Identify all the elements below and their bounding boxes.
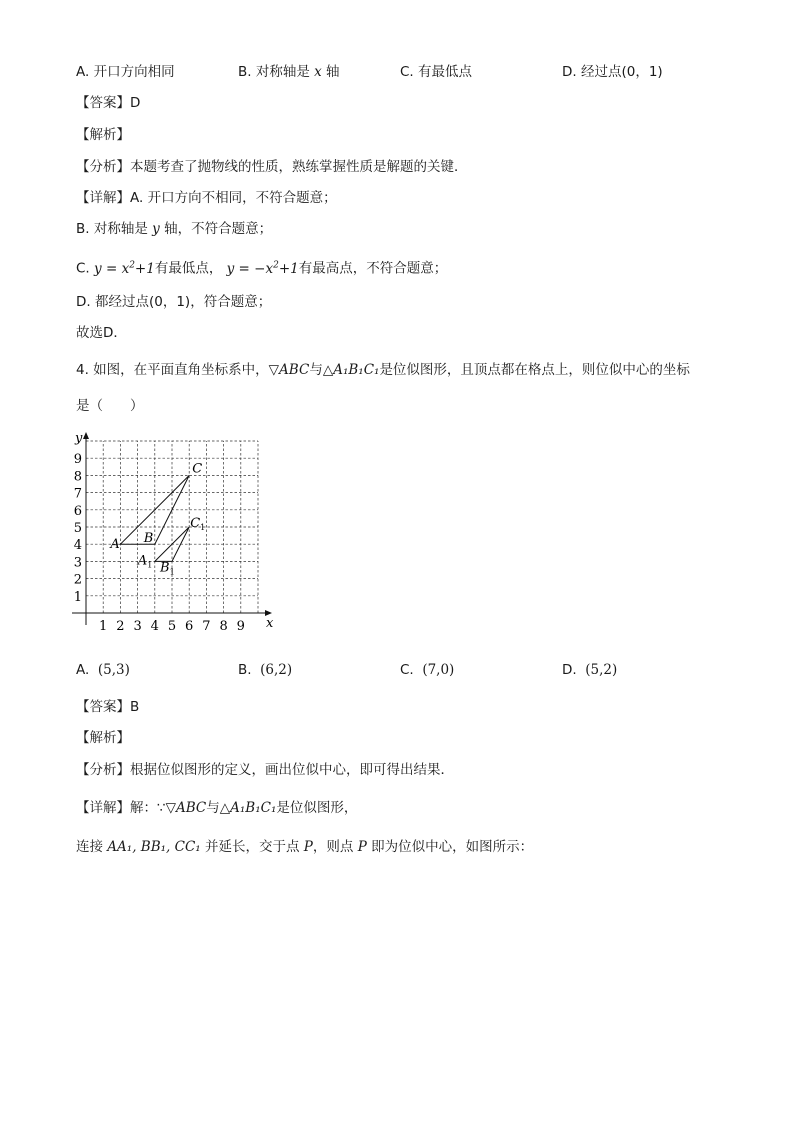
q3-fenxi: 【分析】本题考查了抛物线的性质，熟练掌握性质是解题的关键．	[76, 159, 468, 175]
point-label-c1: $C_1$	[190, 516, 206, 532]
coordinate-grid-figure	[70, 428, 285, 633]
y-tick-label: 4	[73, 538, 82, 554]
q4-fenxi: 【分析】根据位似图形的定义，画出位似中心，即可得出结果．	[76, 762, 454, 778]
y-tick-label: 9	[73, 452, 82, 468]
equation-2: $y = -x^2+1$	[226, 260, 299, 277]
y-tick-label: 8	[73, 469, 82, 485]
point-label-a: A	[110, 537, 120, 553]
q3-option-c: C. 有最低点	[400, 64, 473, 80]
q3-xiangjie-d: D. 都经过点(0，1)，符合题意；	[76, 294, 272, 310]
q3-xiangjie-a: 【详解】A. 开口方向不相同，不符合题意；	[76, 190, 337, 206]
x-axis-label: x	[266, 616, 274, 631]
q4-connect: 连接 AA₁, BB₁, CC₁ 并延长，交于点 P，则点 P 即为位似中心，如图所示：	[76, 839, 534, 855]
q4-stem-line2: 是（ ）	[76, 398, 144, 414]
q4-answer: 【答案】B	[76, 699, 140, 715]
q3-conclusion: 故选D．	[76, 325, 127, 341]
y-tick-label: 3	[73, 555, 82, 571]
axes	[72, 431, 274, 631]
q4-option-d: D. (5,2)	[562, 662, 618, 678]
point-label-b: B	[143, 531, 154, 547]
x-tick-label: 4	[150, 619, 159, 633]
q4-analysis-label: 【解析】	[76, 730, 130, 746]
equation-1: $y = x^2+1$	[94, 260, 155, 277]
x-tick-label: 1	[99, 619, 108, 633]
x-tick-label: 6	[185, 619, 194, 633]
q3-option-d: D. 经过点(0，1)	[562, 64, 663, 80]
x-tick-label: 7	[202, 619, 211, 633]
q3-option-a: A. 开口方向相同	[76, 64, 175, 80]
point-label-a1: $A_1$	[137, 553, 153, 570]
q4-stem-line1: 4. 如图，在平面直角坐标系中，▽ABC与△A₁B₁C₁是位似图形，且顶点都在格点上，则位似中心的坐标	[76, 362, 690, 378]
q4-option-c: C. (7,0)	[400, 662, 455, 678]
x-tick-label: 9	[236, 619, 245, 633]
q3-analysis-label: 【解析】	[76, 127, 130, 143]
x-tick-label: 8	[219, 619, 228, 633]
q3-xiangjie-c: C. $y = x^2+1$有最低点， $y = -x^2+1$有最高点，不符合题意；	[76, 260, 448, 277]
q3-option-b: B. 对称轴是 x 轴	[238, 64, 340, 80]
y-axis-label: y	[75, 431, 83, 446]
x-tick-label: 3	[133, 619, 142, 633]
y-axis-arrow	[83, 432, 89, 439]
x-tick-label: 2	[116, 619, 125, 633]
q3-answer: 【答案】D	[76, 95, 141, 111]
point-label-b1: $B_1$	[160, 560, 175, 577]
q4-option-a: A. (5,3)	[76, 662, 130, 678]
y-tick-label: 6	[73, 503, 82, 519]
y-tick-label: 5	[73, 521, 82, 536]
tick-labels	[74, 452, 245, 633]
grid-lines	[86, 441, 258, 613]
y-tick-label: 2	[73, 572, 82, 588]
q4-option-b: B. (6,2)	[238, 662, 293, 678]
y-tick-label: 1	[73, 589, 82, 605]
q3-xiangjie-b: B. 对称轴是 y 轴，不符合题意；	[76, 221, 273, 237]
y-tick-label: 7	[73, 486, 82, 502]
x-tick-label: 5	[167, 619, 177, 633]
point-label-c: C	[192, 461, 203, 477]
q4-xiangjie: 【详解】解：∵▽ABC与△A₁B₁C₁是位似图形，	[76, 800, 358, 816]
